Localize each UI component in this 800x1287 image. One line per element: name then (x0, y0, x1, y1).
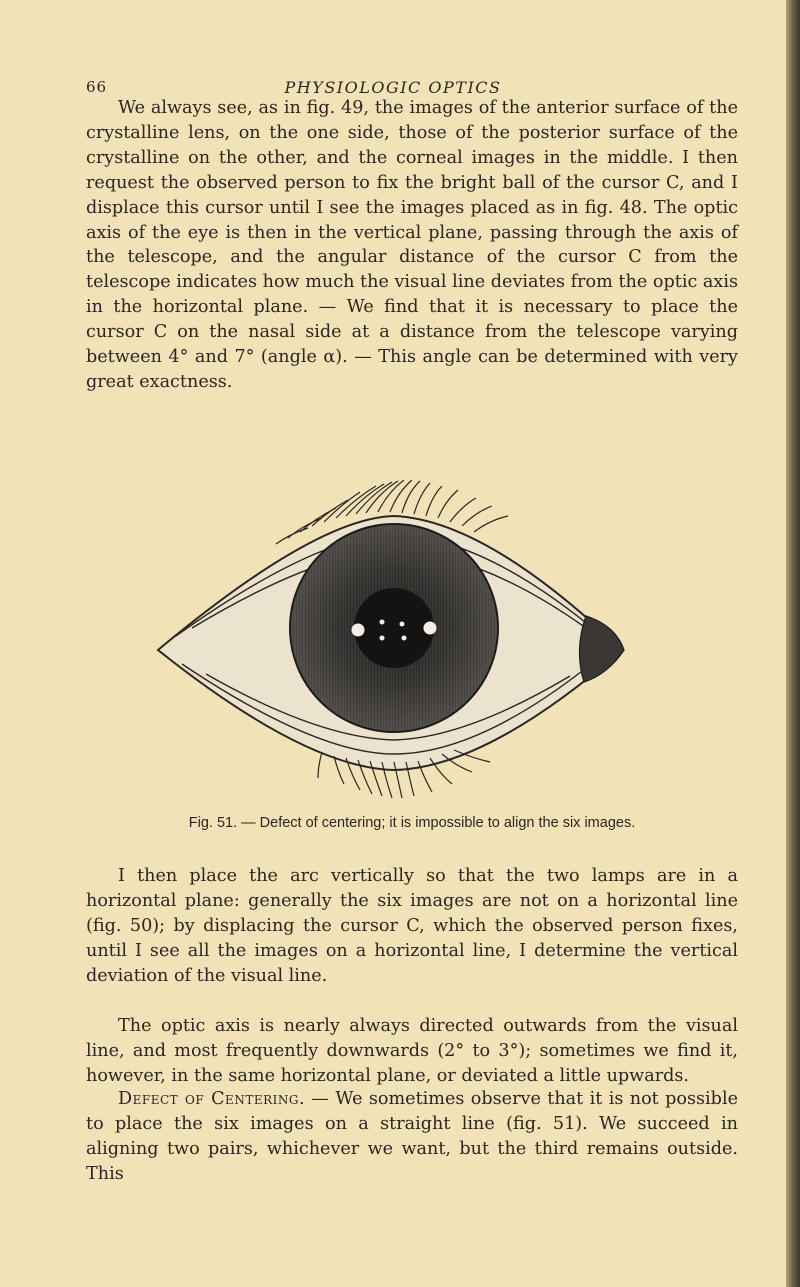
paragraph-body: — We sometimes observe that it is not possible to place the six images on a straight line (fig. 51). We succeed in aligning two pairs, whichever we want, but the third remains outside. This (86, 1089, 738, 1184)
eye-illustration (146, 478, 666, 800)
paragraph (86, 1087, 738, 1187)
image-dot (352, 624, 365, 637)
section-heading: Defect of Centering. (118, 1089, 306, 1109)
caruncle (579, 616, 624, 682)
figure-caption: Fig. 51. — Defect of centering; it is impossible to align the six images. (188, 815, 636, 831)
paragraph: I then place the arc vertically so that the two lamps are in a horizontal plane: generally the six images are not on a horizontal line (fig. 50); by displacing the cursor C, which the observed person fixes, until I see all the images on a horizontal line, I determine the vertical deviation of the visual line. (86, 866, 738, 986)
image-dot (380, 636, 385, 641)
eye-figure (146, 478, 666, 800)
body-text-top (86, 96, 738, 395)
pupil (354, 588, 434, 668)
page-number: 66 (86, 78, 108, 96)
image-dot (402, 636, 407, 641)
body-text-para2 (86, 864, 738, 989)
running-title: PHYSIOLOGIC OPTICS (284, 78, 502, 97)
paragraph: The optic axis is nearly always directed outwards from the visual line, and most frequently downwards (2° to 3°); sometimes we find it, however, in the same horizontal plane, or deviated a little upwards. (86, 1016, 738, 1086)
body-text-para4 (86, 1087, 738, 1187)
image-dot (400, 622, 405, 627)
page-edge (786, 0, 800, 1287)
image-dot (380, 620, 385, 625)
body-text-para3 (86, 1014, 738, 1089)
image-dot (424, 622, 437, 635)
paragraph: We always see, as in fig. 49, the images of the anterior surface of the crystalline lens, on the one side, those of the posterior surface of the crystalline on the other, and the corneal images in the middle. I then request the observed person to fix the bright ball of the cursor C, and I displace this cursor until I see the images placed as in fig. 48. The optic axis of the eye is then in the vertical plane, passing through the axis of the telescope, and the angular distance of the cursor C from the telescope indicates how much the visual line deviates from the optic axis in the horizontal plane. — We find that it is necessary to place the cursor C on the nasal side at a distance from the telescope varying between 4° and 7° (angle α). — This angle can be determined with very great exactness. (86, 98, 738, 392)
